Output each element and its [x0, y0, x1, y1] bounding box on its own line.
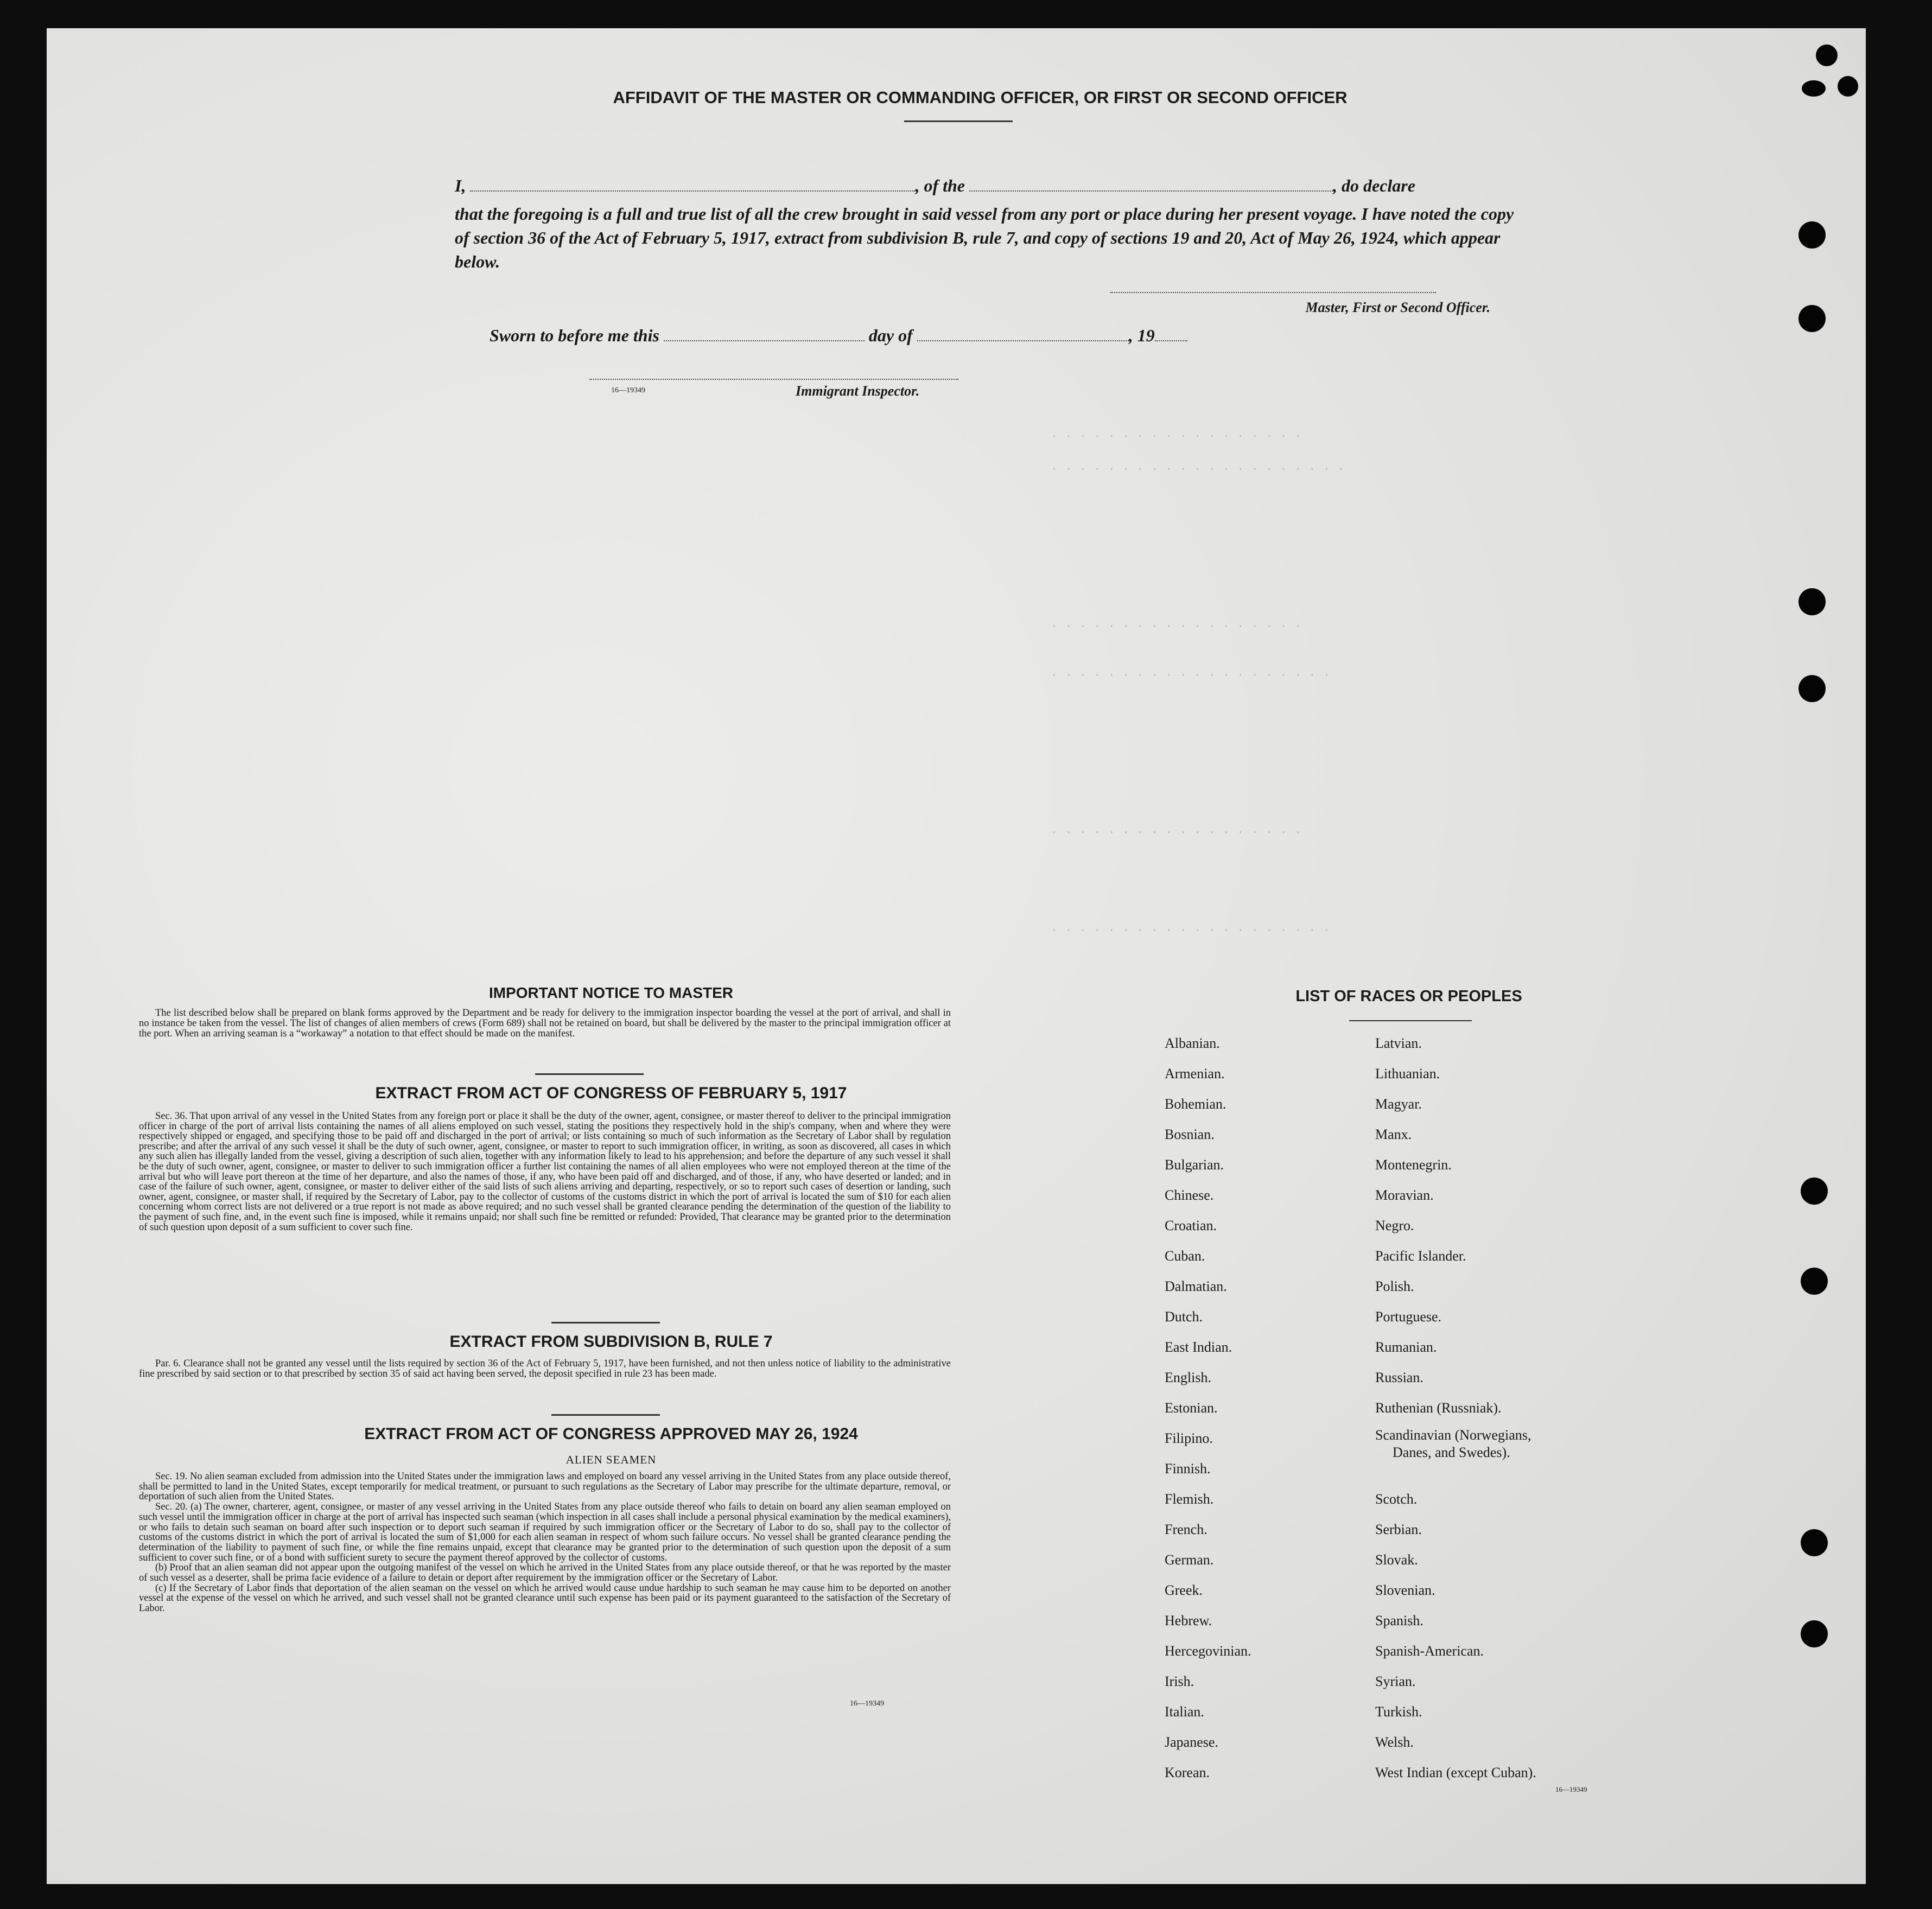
extract-1924-body [139, 1472, 951, 1614]
officer-name-field[interactable] [470, 190, 915, 192]
sworn-month-field[interactable] [917, 340, 1129, 341]
race-item: Finnish. [1165, 1461, 1211, 1477]
sec-20b-paragraph: (b) Proof that an alien seaman did not appear upon the outgoing manifest of the vessel on which he arrived in the United States from any place outside thereof, or that he was reported by the master of such vessel as a deserter, shall be prima facie evidence of a failure to detain or deport after requirement by the immigration officer or the Secretary of Labor. [139, 1562, 951, 1584]
race-item: Armenian. [1165, 1066, 1225, 1081]
race-item: Manx. [1375, 1127, 1412, 1142]
race-item: Hebrew. [1165, 1613, 1212, 1628]
race-item: Montenegrin. [1375, 1157, 1452, 1173]
inspector-label: Immigrant Inspector. [796, 383, 920, 399]
race-item: Russian. [1375, 1370, 1423, 1385]
notice-body: The list described below shall be prepared on blank forms approved by the Department and be ready for delivery to the immigration inspector boarding the vessel at the port of arrival, and shall in no instance be taken from the vessel. The list of changes of alien members of crews (Form 689) shall not be retained on board, but shall be delivered by the master to the principal immigration officer at the port. When an arriving seaman is a “workaway” a notation to that effect should be made on the manifest. [139, 1008, 951, 1039]
race-item: Magyar. [1375, 1096, 1422, 1112]
punch-hole [1798, 221, 1826, 249]
punch-hole [1798, 305, 1826, 332]
race-item: Latvian. [1375, 1035, 1422, 1051]
race-item: Dutch. [1165, 1309, 1203, 1325]
race-item: Spanish-American. [1375, 1643, 1484, 1659]
sworn-day-field[interactable] [664, 340, 865, 341]
of-the-text: , of the [915, 176, 965, 195]
race-item: Flemish. [1165, 1491, 1214, 1507]
race-item: Serbian. [1375, 1522, 1422, 1537]
bleed-through-mark: · · · · · · · · · · · · · · · · · · [1051, 620, 1302, 633]
extract-1917-title: EXTRACT FROM ACT OF CONGRESS OF FEBRUARY 5, 1917 [375, 1084, 847, 1102]
race-item: Japanese. [1165, 1734, 1218, 1750]
race-item: Portuguese. [1375, 1309, 1442, 1325]
punch-hole [1801, 1178, 1828, 1205]
vessel-name-field[interactable] [969, 190, 1333, 192]
punch-hole [1838, 76, 1858, 97]
race-item: Negro. [1375, 1218, 1414, 1233]
extract-1917-body: Sec. 36. That upon arrival of any vessel in the United States from any foreign port or place it shall be the duty of the owner, agent, consignee, or master thereof to deliver to the principal immigration officer in charge of the port of arrival lists containing the names of all aliens employed on such vessel, stating the positions they respectively hold in the ship's company, when and where they were respectively shipped or engaged, and specifying those to be paid off and discharged in the port of arrival; or lists containing so much of such information as the Secretary of Labor shall by regulation prescribe; and after the arrival of any such vessel it shall be the duty of such owner, agent, consignee, or master to report to such immigration officer, in writing, as soon as discovered, all cases in which any such alien has illegally landed from the vessel, giving a description of such alien, together with any information likely to lead to his apprehension; and before the departure of any such vessel it shall be the duty of such owner, agent, consignee, or master to deliver to such immigration officer a further list containing the names of all alien employees who were not employed thereon at the time of the arrival but who will leave port thereon at the time of her departure, and also the names of those, if any, who have been paid off and discharged, and of those, if any, who have deserted or landed; and in case of the failure of such owner, agent, consignee, or master to deliver either of the said lists of such aliens arriving and departing, respectively, or so to report such cases of desertion or landing, such owner, agent, consignee, or master shall, if required by the Secretary of Labor, pay to the collector of customs of the customs district in which the port of arrival is located the sum of $10 for each alien concerning whom correct lists are not delivered or a true report is not made as above required; and no such vessel shall be granted clearance pending the determination of the question of the liability to the payment of such fine, and, in the event such fine is imposed, while it remains unpaid; nor shall such fine be remitted or refunded: Provided, That clearance may be granted prior to the determination of such question upon deposit of a sum sufficient to cover such fine. [139, 1111, 951, 1233]
race-item: German. [1165, 1552, 1214, 1568]
race-item: Estonian. [1165, 1400, 1218, 1416]
sworn-year-field[interactable] [1155, 340, 1187, 341]
sec-20a-paragraph: Sec. 20. (a) The owner, charterer, agent, consignee, or master of any vessel arriving in the United States from any place outside thereof who fails to detain on board any alien seaman employed on such vessel until the immigration officer in charge at the port of arrival has inspected such seaman (which inspection in all cases shall include a personal physical examination by the medical examiners), or who fails to detain such seaman on board after such inspection or to deport such seaman if required by such immigration officer or the Secretary of Labor to do so, shall pay to the collector of customs of the customs district in which the port of arrival is located the sum of $1,000 for each alien seaman in respect of whom such failure occurs. No vessel shall be granted clearance pending the determination of the liability to payment of such fine, or while the fine remains unpaid, except that clearance may be granted prior to the determination of such question upon the deposit of a sum sufficient to cover such fine, or of a bond with sufficient surety to secure the payment thereof approved by the collector of customs. [139, 1501, 951, 1563]
extract-rule7-body: Par. 6. Clearance shall not be granted any vessel until the lists required by section 36 of the Act of February 5, 1917, have been furnished, and not then unless notice of liability to the administrative fine prescribed by said section or to that prescribed by section 35 of said act having been served, the deposit specified in rule 23 has been made. [139, 1358, 951, 1379]
bleed-through-mark: · · · · · · · · · · · · · · · · · · · · · [1051, 462, 1345, 476]
divider [551, 1322, 660, 1323]
punch-hole [1801, 1268, 1828, 1295]
race-item: French. [1165, 1522, 1208, 1537]
bleed-through-mark: · · · · · · · · · · · · · · · · · · [1051, 430, 1302, 443]
race-item: Rumanian. [1375, 1339, 1437, 1355]
bleed-through-mark: · · · · · · · · · · · · · · · · · · [1051, 826, 1302, 839]
divider [535, 1073, 644, 1075]
race-item: West Indian (except Cuban). [1375, 1765, 1536, 1780]
affidavit-title: AFFIDAVIT OF THE MASTER OR COMMANDING OFFICER, OR FIRST OR SECOND OFFICER [613, 88, 1348, 107]
race-item: Scotch. [1375, 1491, 1418, 1507]
race-item: Hercegovinian. [1165, 1643, 1251, 1659]
punch-hole [1798, 588, 1826, 615]
punch-hole [1816, 44, 1838, 66]
race-item-continued: Danes, and Swedes). [1393, 1445, 1510, 1460]
race-item: Slovak. [1375, 1552, 1418, 1568]
race-item: Scandinavian (Norwegians, [1375, 1427, 1531, 1443]
race-item: Irish. [1165, 1673, 1194, 1689]
divider [551, 1414, 660, 1416]
inspector-signature-line[interactable] [589, 379, 958, 380]
race-item: Slovenian. [1375, 1582, 1435, 1598]
extract-1924-subtitle: ALIEN SEAMEN [565, 1453, 657, 1466]
race-item: Albanian. [1165, 1035, 1220, 1051]
punch-hole [1801, 1620, 1828, 1647]
race-item: Croatian. [1165, 1218, 1217, 1233]
race-item: Dalmatian. [1165, 1278, 1227, 1294]
notice-title: IMPORTANT NOTICE TO MASTER [488, 984, 734, 1001]
race-item: Syrian. [1375, 1673, 1416, 1689]
race-item: Polish. [1375, 1278, 1414, 1294]
sworn-year-text: , 19 [1128, 326, 1155, 345]
affidavit-declaration-line [455, 176, 1540, 196]
punch-hole [1798, 675, 1826, 702]
divider [904, 120, 1013, 122]
extract-rule7-title: EXTRACT FROM SUBDIVISION B, RULE 7 [449, 1333, 773, 1351]
race-item: Turkish. [1375, 1704, 1422, 1720]
form-number: 16—19349 [850, 1700, 884, 1708]
declarant-pronoun: I, [455, 176, 466, 195]
race-item: Korean. [1165, 1765, 1210, 1780]
race-item: Bohemian. [1165, 1096, 1226, 1112]
race-item: Lithuanian. [1375, 1066, 1440, 1081]
extract-1924-title: EXTRACT FROM ACT OF CONGRESS APPROVED MAY 26, 1924 [364, 1425, 858, 1443]
affidavit-body: that the foregoing is a full and true list of all the crew brought in said vessel from any port or place during her present voyage. I have noted the copy of section 36 of the Act of February 5, 1917, extract from subdivision B, rule 7, and copy of sections 19 and 20, Act of May 26, 1924, which appear below. [455, 204, 1514, 271]
race-item: Italian. [1165, 1704, 1204, 1720]
signature-label: Master, First or Second Officer. [1305, 300, 1490, 315]
sworn-line [490, 326, 1304, 346]
punch-hole [1802, 80, 1826, 97]
bleed-through-mark: · · · · · · · · · · · · · · · · · · · · [1051, 669, 1330, 682]
race-item: Filipino. [1165, 1430, 1213, 1446]
form-number: 16—19349 [1555, 1785, 1587, 1793]
punch-hole [1801, 1529, 1828, 1556]
race-item: Bosnian. [1165, 1127, 1215, 1142]
race-item: Moravian. [1375, 1187, 1434, 1203]
divider [1349, 1020, 1472, 1021]
race-item: Chinese. [1165, 1187, 1214, 1203]
race-item: Ruthenian (Russniak). [1375, 1400, 1502, 1416]
sec-20c-paragraph: (c) If the Secretary of Labor finds that deportation of the alien seaman on the vessel on which he arrived would cause undue hardship to such seaman he may cause him to be deported on another vessel at the expense of the vessel on which he arrived, and such vessel shall not be granted clearance until such expense has been paid or its payment guaranteed to the satisfaction of the Secretary of Labor. [139, 1582, 951, 1614]
race-item: Bulgarian. [1165, 1157, 1224, 1173]
document-page [47, 28, 1866, 1884]
race-item: Cuban. [1165, 1248, 1205, 1264]
sworn-prefix: Sworn to before me this [490, 326, 659, 345]
race-item: Pacific Islander. [1375, 1248, 1466, 1264]
race-item: Welsh. [1375, 1734, 1414, 1750]
race-item: Greek. [1165, 1582, 1203, 1598]
form-number: 16—19349 [611, 386, 645, 394]
race-item: Spanish. [1375, 1613, 1423, 1628]
race-item: East Indian. [1165, 1339, 1232, 1355]
day-of-text: day of [868, 326, 913, 345]
race-item: English. [1165, 1370, 1211, 1385]
sec-19-paragraph: Sec. 19. No alien seaman excluded from admission into the United States under the immigration laws and employed on board any vessel arriving in the United States from any place outside thereof, shall be permitted to land in the United States, except temporarily for medical treatment, or pursuant to such regulations as the Secretary of Labor may prescribe for the ultimate departure, removal, or deportation of such alien from the United States. [139, 1471, 951, 1503]
signature-line[interactable] [1110, 292, 1436, 293]
races-title: LIST OF RACES OR PEOPLES [1295, 988, 1522, 1005]
bleed-through-mark: · · · · · · · · · · · · · · · · · · · · [1051, 924, 1330, 937]
do-declare-text: , do declare [1333, 176, 1415, 195]
